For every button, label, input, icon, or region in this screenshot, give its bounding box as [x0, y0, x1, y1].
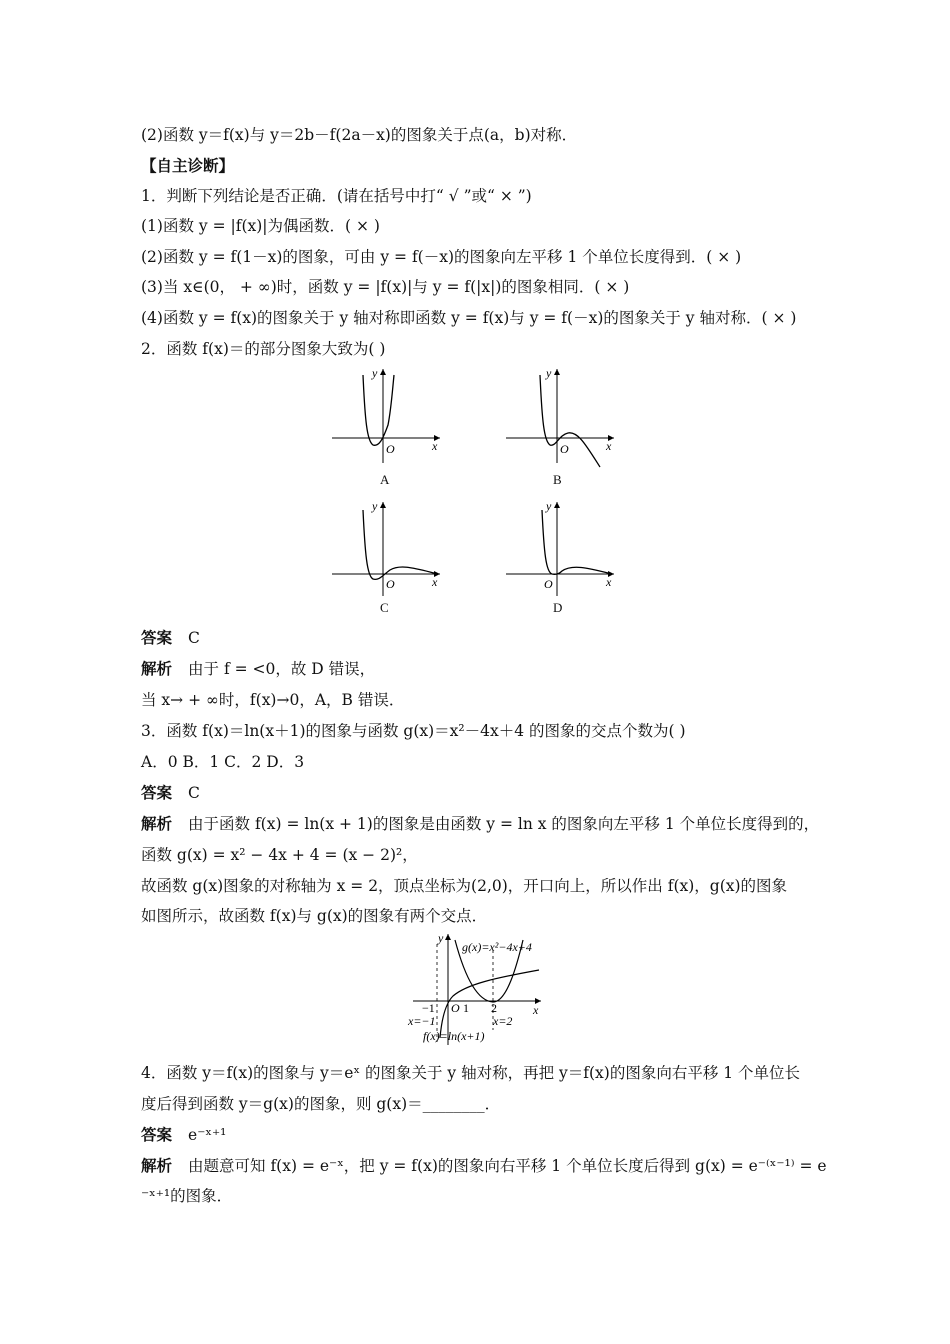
x-axis-label: x: [533, 1003, 539, 1017]
analysis-label: 解析: [141, 1157, 173, 1175]
analysis-text: 由题意可知 f(x) = e⁻ˣ，把 y = f(x)的图象向右平移 1 个单位长度后得到 g(x) = e⁻⁽ˣ⁻¹⁾ = e: [188, 1157, 827, 1175]
q2-answer: [141, 628, 200, 648]
graph-b: [502, 365, 620, 475]
question-4-line-2: 度后得到函数 y＝g(x)的图象，则 g(x)＝________．: [141, 1095, 501, 1113]
section-heading: 【自主诊断】: [141, 157, 235, 175]
origin-label: O: [544, 577, 553, 591]
question-1-item-4: (4)函数 y = f(x)的图象关于 y 轴对称即函数 y = f(x)与 y = f(－x)的图象关于 y 轴对称．( × ): [141, 309, 797, 327]
question-3: 3．函数 f(x)＝ln(x＋1)的图象与函数 g(x)＝x²－4x＋4 的图象的交点个数为( ): [141, 722, 686, 740]
graph-c: [328, 498, 446, 598]
question-2: 2．函数 f(x)＝的部分图象大致为( ): [141, 340, 386, 358]
y-axis-label: y: [372, 499, 378, 513]
answer-label: 答案: [141, 629, 173, 647]
analysis-label: 解析: [141, 815, 173, 833]
q3-answer: [141, 783, 200, 803]
answer-label: 答案: [141, 1126, 173, 1144]
asymptote-label: x=−1: [408, 1014, 436, 1028]
question-1-item-2: (2)函数 y = f(1－x)的图象，可由 y = f(－x)的图象向左平移 1 个单位长度得到．( × ): [141, 248, 742, 266]
x-axis-label: x: [606, 439, 612, 453]
origin-label: O: [386, 577, 395, 591]
q4-answer: [141, 1125, 226, 1145]
analysis-text: 由于 f = <0，故 D 错误，: [188, 660, 376, 678]
q3-analysis-4: 如图所示，故函数 f(x)与 g(x)的图象有两个交点．: [141, 907, 488, 925]
origin-label: O: [451, 1001, 460, 1015]
answer-value: C: [188, 629, 200, 647]
analysis-label: 解析: [141, 660, 173, 678]
question-1-item-1: (1)函数 y = |f(x)|为偶函数．( × ): [141, 217, 380, 235]
tick-neg1: −1: [422, 1001, 435, 1015]
origin-label: O: [560, 442, 569, 456]
x-axis-label: x: [606, 575, 612, 589]
q2-analysis-2: 当 x→ + ∞时，f(x)→0，A，B 错误．: [141, 691, 405, 709]
graph-d: [502, 498, 620, 598]
q3-analysis-1: [141, 814, 819, 834]
graph-a: [328, 365, 446, 465]
x-axis-label: x: [432, 575, 438, 589]
question-3-options: A．0 B．1 C．2 D．3: [141, 753, 305, 771]
y-axis-label: y: [546, 366, 552, 380]
answer-label: 答案: [141, 784, 173, 802]
question-1: 1．判断下列结论是否正确．(请在括号中打“ √ ”或“ × ”): [141, 187, 532, 205]
y-axis-label: y: [438, 931, 444, 945]
tick-2: 2: [491, 1001, 497, 1015]
analysis-text: 由于函数 f(x) = ln(x + 1)的图象是由函数 y = ln x 的图象向左平移 1 个单位长度得到的，: [188, 815, 820, 833]
origin-label: O: [386, 442, 395, 456]
q3-graph: [405, 930, 555, 1048]
answer-value: C: [188, 784, 200, 802]
symmetry-axis-label: x=2: [493, 1014, 513, 1028]
q2-analysis-1: [141, 659, 375, 679]
graph-caption-d: D: [553, 600, 563, 615]
answer-value: e⁻ˣ⁺¹: [188, 1126, 227, 1144]
q3-analysis-3: 故函数 g(x)图象的对称轴为 x = 2，顶点坐标为(2,0)，开口向上，所以作出 f(x)，g(x)的图象: [141, 877, 788, 895]
y-axis-label: y: [372, 366, 378, 380]
x-axis-label: x: [432, 439, 438, 453]
question-4-line-1: 4．函数 y＝f(x)的图象与 y＝eˣ 的图象关于 y 轴对称，再把 y＝f(x)的图象向右平移 1 个单位长: [141, 1064, 801, 1082]
tick-1: 1: [463, 1001, 469, 1015]
q4-analysis-2: ⁻ˣ⁺¹的图象．: [141, 1187, 233, 1205]
g-function-label: g(x)=x²−4x+4: [462, 940, 532, 954]
y-axis-label: y: [546, 499, 552, 513]
graph-caption-b: B: [553, 472, 562, 487]
text-line: (2)函数 y＝f(x)与 y＝2b－f(2a－x)的图象关于点(a，b)对称．: [141, 126, 578, 144]
graph-caption-c: C: [380, 600, 389, 615]
question-1-item-3: (3)当 x∈(0， + ∞)时，函数 y = |f(x)|与 y = f(|x|)的图象相同．( × ): [141, 278, 630, 296]
q4-analysis-1: [141, 1156, 827, 1176]
f-function-label: f(x)=ln(x+1): [423, 1029, 485, 1043]
q3-analysis-2: 函数 g(x) = x² − 4x + 4 = (x − 2)²，: [141, 846, 418, 864]
graph-caption-a: A: [380, 472, 390, 487]
